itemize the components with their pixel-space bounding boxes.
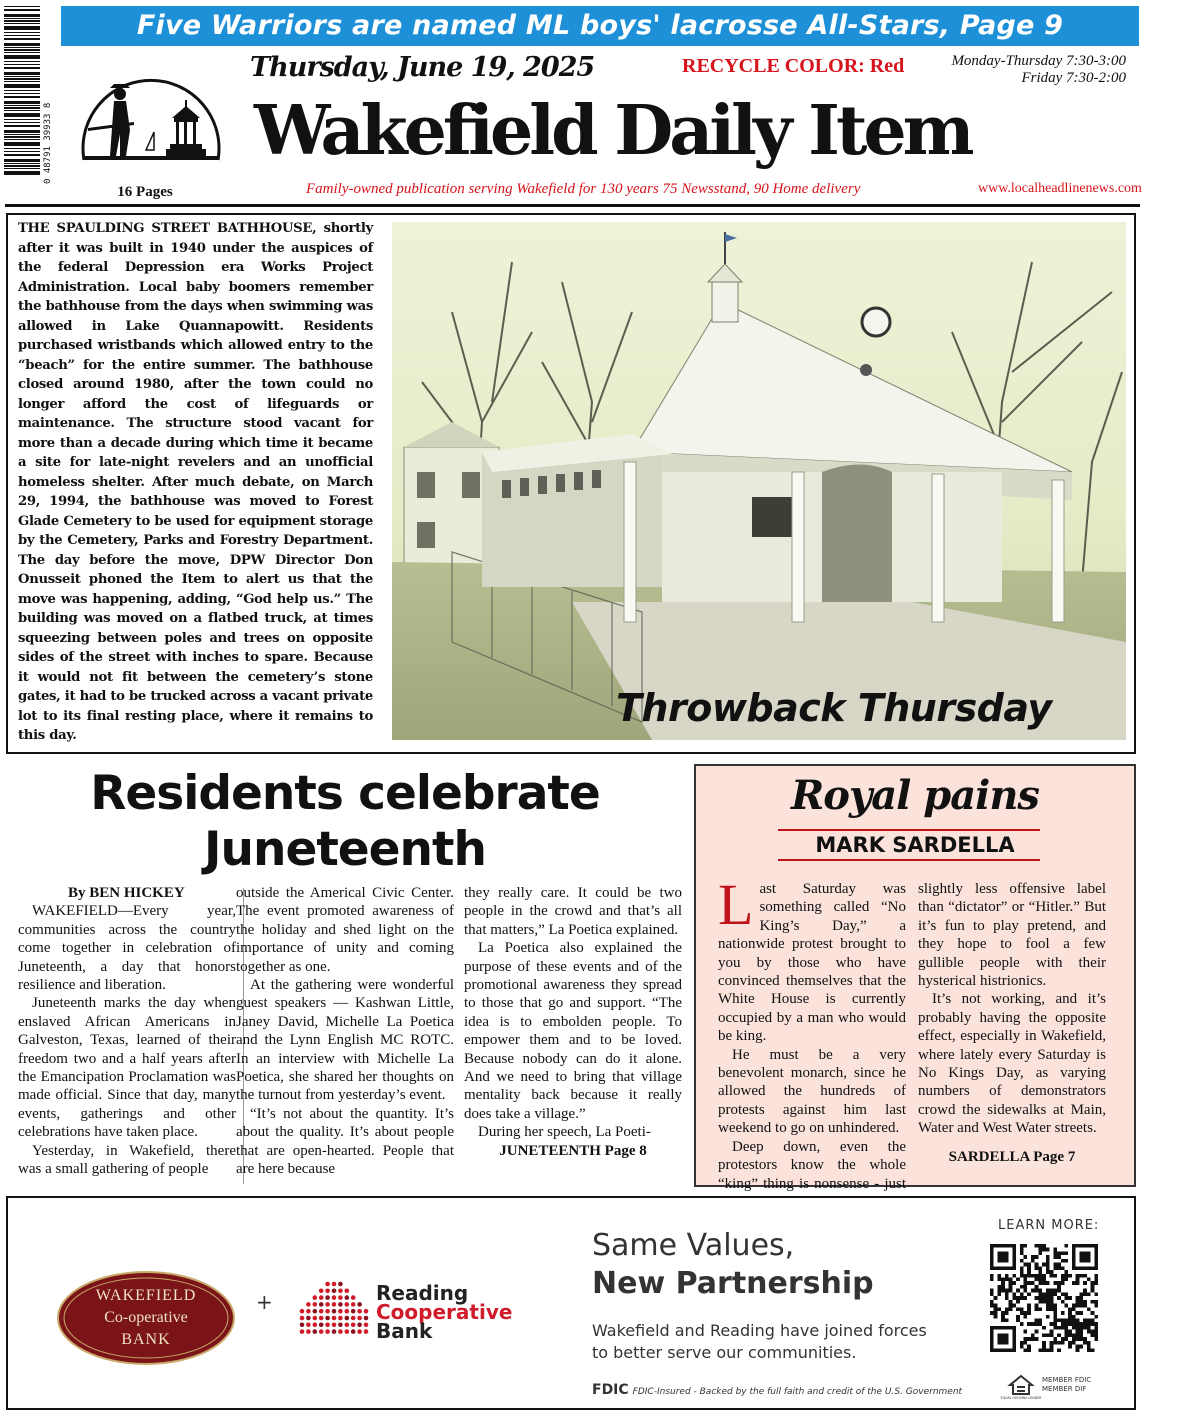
issue-date: Thursday, June 19, 2025 <box>250 52 595 83</box>
paragraph <box>718 872 906 1046</box>
hours-line-2: Friday 7:30-2:00 <box>1021 70 1126 86</box>
byline: By BEN HICKEY <box>68 885 185 901</box>
opinion-title[interactable]: Royal pains <box>791 772 1039 819</box>
paragraph: La Poetica also explained the purpose of these events and of the promotional awareness they spread to those that go and support. “The idea is to embolden people. To empower them and to be loved. Because nobody can do it alone. And we need to bring that village mentality back because it really does take a village.” <box>464 940 682 1122</box>
paragraph: slightly less offensive label than “dictator” or “Hitler.” But it’s fun to play pretend, and they hope to fool a few gullible people with their hysterical histrionics. <box>918 881 1106 990</box>
wcb-line-2: Co-operative <box>104 1309 188 1326</box>
ehl-text: EQUAL HOUSING LENDER <box>1000 1396 1042 1400</box>
svg-text:0 48791 39933 8: 0 48791 39933 8 <box>43 102 53 184</box>
qr-code-icon[interactable] <box>990 1244 1098 1352</box>
sardella-jump-link[interactable]: SARDELLA Page 7 <box>948 1148 1076 1165</box>
page-count: 16 Pages <box>117 184 173 200</box>
paragraph: At the gathering were wonderful guest speakers — Kashwan Little, Janey David, Michelle La Poetica and the Lynn English MC ROTC. In an interview with Michelle La Poetica, she shared her thoughts on the turnout from yesterday’s event. <box>236 977 454 1104</box>
juneteenth-headline[interactable] <box>10 766 680 878</box>
masthead-rule <box>5 204 1140 207</box>
paragraph: Juneteenth marks the day when enslaved African Americans in Galveston, Texas, learned of their freedom two and a half years after the Emancipation Proclamation was made official. Since that day, many events, gatherings and other celebrations have taken place. <box>18 995 236 1141</box>
paragraph: It’s not working, and it’s probably having the opposite effect, especially in Wakefield, where lately every Saturday is No Kings Day, as varying numbers of demonstrators crowd the sidewalks at Main, Water and West Water streets. <box>918 991 1106 1137</box>
rcb-line-1: Reading <box>376 1281 469 1305</box>
paragraph-text: ast Saturday was something called “No King’s Day,” a nationwide protest brought to you by those who have convinced themselves that the White House is currently occupied by a man who would be king. <box>718 881 906 1045</box>
author-rule <box>778 859 1040 861</box>
wakefield-coop-bank-logo <box>56 1270 236 1366</box>
paragraph: Deep down, even the protestors know the whole “king” thing is nonsense - just <box>718 1138 906 1192</box>
opinion-author: MARK SARDELLA <box>815 833 1015 857</box>
newspaper-title: Wakefield Daily Item <box>254 91 971 171</box>
website-link[interactable]: www.localheadlinenews.com <box>978 181 1142 196</box>
fdic-text: FDIC-Insured - Backed by the full faith and credit of the U.S. Government <box>632 1387 963 1397</box>
throwback-caption: THE SPAULDING STREET BATHHOUSE, shortly after it was built in 1940 under the auspices of the federal Depression era Works Project Administration. Local baby boomers remember the bathhouse from the days when swimming was allowed in Lake Quannapowitt. Residents purchased wristbands which allowed entry to the “beach” for the entire summer. The bathhouse closed around 1980, after the town could no longer afford the cost of lifeguards or maintenance. The structure stood vacant for more than a decade during which time it became a site for late-night revelers and an unofficial homeless shelter. After much debate, on March 29, 1994, the bathhouse was moved to Forest Glade Cemetery to be used for equipment storage by the Cemetery, Parks and Forestry Department. The day before the move, DPW Director Don Onusseit phoned the Item to alert us that the move was happening, adding, “God help us.” The building was moved on a flatbed truck, at times squeezing between poles and trees on opposite sides of the street with inches to spare. Because it would not fit between the cemetery’s stone gates, it had to be trucked across a vacant private lot to its final resting place, where it remains to this day. <box>18 221 373 743</box>
member-fdic-dif <box>1042 1376 1091 1394</box>
dropcap: L <box>718 872 754 937</box>
minuteman-logo <box>74 52 228 192</box>
fdic-disclaimer <box>592 1382 962 1398</box>
office-hours <box>950 53 1126 87</box>
paragraph: “It’s not about the quantity. It’s about the quality. It’s about people that are open-hearted. People that are here because <box>236 1105 454 1178</box>
member-line-1: MEMBER FDIC <box>1042 1376 1092 1384</box>
rcb-line-3: Bank <box>376 1319 433 1343</box>
paragraph: they really care. It could be two people in the crowd and that’s all that matters,” La Poetica explained. <box>464 885 682 938</box>
member-line-2: MEMBER DIF <box>1042 1385 1087 1393</box>
paragraph: He must be a very benevolent monarch, since he allowed the hundreds of protests against him last weekend to go on unhindered. <box>718 1046 906 1137</box>
ad-body-text: Wakefield and Reading have joined forces to better serve our communities. <box>592 1321 927 1362</box>
plus-sign: + <box>256 1290 273 1314</box>
juneteenth-column-2 <box>236 884 454 1179</box>
wcb-line-3: BANK <box>121 1331 171 1348</box>
reading-coop-bank-logo-mark <box>294 1278 374 1338</box>
equal-housing-lender-icon <box>1000 1374 1042 1400</box>
learn-more-label: LEARN MORE: <box>998 1218 1100 1233</box>
recycle-color: RECYCLE COLOR: Red <box>682 55 905 77</box>
opinion-column-1 <box>718 872 906 1211</box>
wcb-line-1: WAKEFIELD <box>95 1287 197 1304</box>
fdic-mark: FDIC <box>592 1382 629 1398</box>
opinion-column-2 <box>918 880 1106 1166</box>
juneteenth-jump-link[interactable]: JUNETEENTH Page 8 <box>499 1142 647 1159</box>
bathhouse-photo[interactable] <box>392 222 1126 740</box>
paragraph: Yesterday, in Wakefield, there was a small gathering of people <box>18 1142 236 1178</box>
headline-line-1: Residents celebrate <box>90 766 600 821</box>
headline-line-2: Juneteenth <box>204 822 486 877</box>
paragraph: During her speech, La Poeti- <box>478 1124 651 1141</box>
paragraph: WAKEFIELD—Every year, communities across the country come together in celebration of Juneteenth, a day that honors resilience and liberation. <box>18 903 236 994</box>
title-rule <box>778 829 1040 831</box>
rcb-line-2: Cooperative <box>376 1300 513 1324</box>
juneteenth-column-1 <box>18 884 236 1179</box>
barcode-image <box>2 4 58 192</box>
paragraph: outside the Americal Civic Center. The event promoted awareness of the holiday and shed light on the importance of unity and coming together as one. <box>236 885 454 975</box>
juneteenth-column-3 <box>464 884 682 1160</box>
ad-headline-1: Same Values, <box>592 1228 795 1263</box>
reading-coop-bank-name <box>376 1281 513 1343</box>
ad-headline-2: New Partnership <box>592 1266 874 1301</box>
top-banner-headline[interactable]: Five Warriors are named ML boys' lacrosse All-Stars, Page 9 <box>61 6 1139 46</box>
tagline: Family-owned publication serving Wakefield for 130 years 75 Newsstand, 90 Home delivery <box>306 181 861 197</box>
throwback-label: Throwback Thursday <box>616 686 1052 730</box>
hours-line-1: Monday-Thursday 7:30-3:00 <box>951 53 1126 69</box>
